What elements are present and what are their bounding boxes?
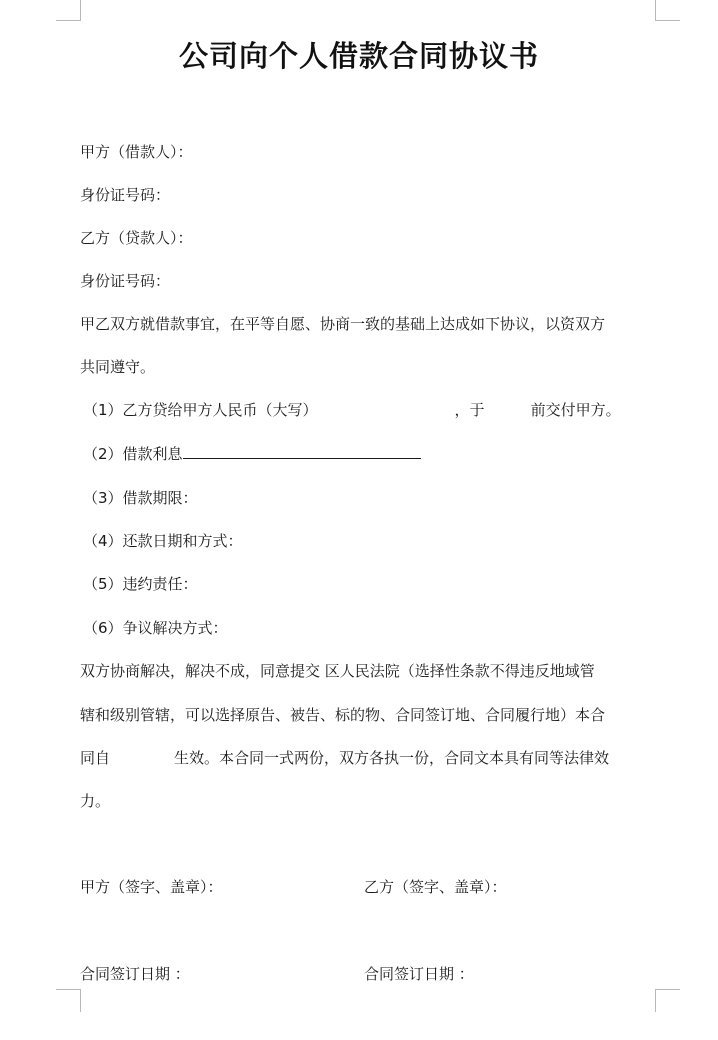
clause-1-delivery-text: 前交付甲方。 [530, 401, 621, 419]
dispute-line-3-rest: 生效。本合同一式两份，双方各执一份，合同文本具有同等法律效 [174, 749, 610, 767]
clause-2-text: （2）借款利息 [83, 445, 183, 463]
clause-5: （5）违约责任： [83, 575, 198, 593]
clause-1 [83, 400, 621, 420]
interest-blank-line [183, 444, 421, 459]
clause-2 [83, 444, 421, 464]
clause-6: （6）争议解决方式： [83, 619, 228, 637]
crop-mark-top-right [655, 0, 680, 21]
dispute-paragraph-line-3 [80, 748, 609, 768]
party-a-signing-date: 合同签订日期 ： [80, 965, 190, 983]
clause-1-date-text: ，于 [454, 401, 485, 419]
intro-paragraph-line-1: 甲乙双方就借款事宜，在平等自愿、协商一致的基础上达成如下协议，以资双方 [80, 315, 606, 333]
clause-1-amount-text: （1）乙方贷给甲方人民币（大写） [83, 401, 318, 419]
party-a-label: 甲方（借款人）： [80, 143, 193, 161]
clause-4: （4）还款日期和方式： [83, 532, 243, 550]
dispute-paragraph-line-1: 双方协商解决，解决不成，同意提交 区人民法院（选择性条款不得违反地域管 [80, 662, 595, 680]
crop-mark-bottom-right [655, 989, 680, 1012]
party-a-id-label: 身份证号码： [80, 186, 171, 204]
dispute-paragraph-line-2: 辖和级别管辖，可以选择原告、被告、标的物、合同签订地、合同履行地）本合 [80, 706, 606, 724]
dispute-paragraph-line-4: 力。 [80, 792, 111, 810]
party-b-id-label: 身份证号码： [80, 272, 171, 290]
crop-mark-bottom-left [56, 989, 81, 1012]
intro-paragraph-line-2: 共同遵守。 [80, 358, 156, 376]
document-title: 公司向个人借款合同协议书 [178, 39, 539, 73]
party-b-label: 乙方（贷款人）： [80, 229, 193, 247]
clause-3: （3）借款期限： [83, 489, 198, 507]
party-a-signature: 甲方（签字、盖章）： [80, 878, 223, 896]
party-b-signing-date: 合同签订日期 ： [364, 965, 474, 983]
dispute-line-3-start: 同自 [80, 749, 111, 767]
crop-mark-top-left [56, 0, 81, 21]
party-b-signature: 乙方（签字、盖章）： [364, 878, 507, 896]
